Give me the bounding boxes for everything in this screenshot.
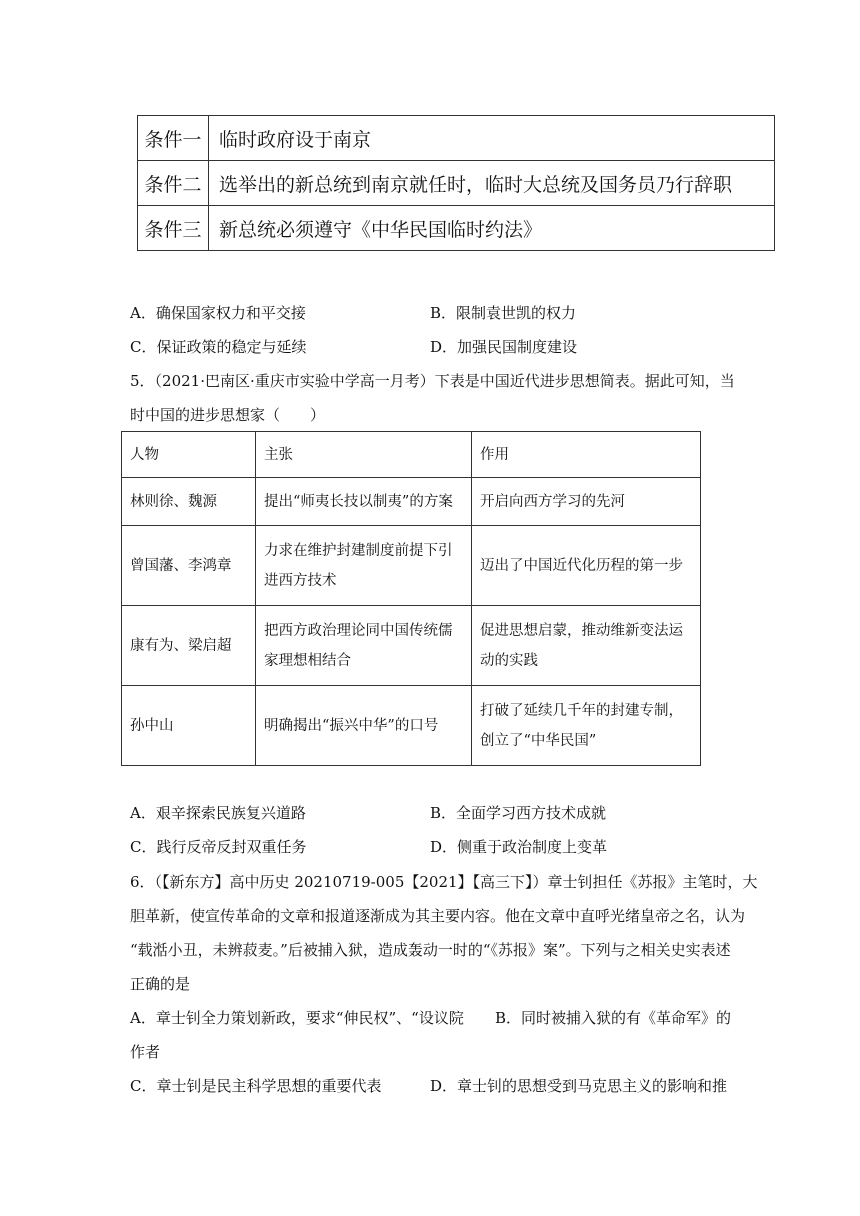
table-row <box>122 478 701 526</box>
table-row <box>122 526 701 606</box>
cell-claim <box>256 606 472 686</box>
table-row <box>138 116 775 161</box>
cell-person: 林则徐、魏源 <box>122 478 256 526</box>
cell-claim <box>256 478 472 526</box>
q6-stem-line: 胆革新，使宣传革命的文章和报道逐渐成为其主要内容。他在文章中直呼光绪皇帝之名，认为 <box>130 907 746 925</box>
q6-stem-line: 正确的是 <box>130 975 191 993</box>
table-row <box>122 686 701 766</box>
q6-option-c: C．章士钊是民主科学思想的重要代表 <box>130 1077 382 1095</box>
cell-effect-line: 促进思想启蒙，推动维新变法运 <box>480 622 683 639</box>
header-person: 人物 <box>122 432 256 478</box>
q6-option-b: B．同时被捕入狱的有《革命军》的 <box>495 1009 732 1027</box>
cell-claim-line: 家理想相结合 <box>264 652 351 669</box>
header-effect: 作用 <box>472 432 701 478</box>
cell-effect-line: 创立了“中华民国” <box>480 732 597 749</box>
cell-claim-line: 进西方技术 <box>264 572 337 589</box>
q6-option-d: D．章士钊的思想受到马克思主义的影响和推 <box>430 1077 728 1095</box>
q5-option-b: B．全面学习西方技术成就 <box>430 804 607 822</box>
cell-effect-line: 开启向西方学习的先河 <box>480 493 625 510</box>
table-header-row <box>122 432 701 478</box>
q5-stem-line1: 5．（2021·巴南区·重庆市实验中学高一月考）下表是中国近代进步思想简表。据此可知，当 <box>130 372 735 390</box>
table-row <box>138 161 775 206</box>
condition-label: 条件一 <box>138 116 209 161</box>
q6-stem-line: 6．（【新东方】高中历史 20210719-005【2021】【高三下】）章士钊担任《苏报》主笔时，大 <box>130 873 758 891</box>
condition-text: 临时政府设于南京 <box>209 116 775 161</box>
q6-option-a: A．章士钊全力策划新政，要求“伸民权”、“设议院 <box>130 1009 464 1027</box>
condition-text: 新总统必须遵守《中华民国临时约法》 <box>209 206 775 251</box>
condition-text: 选举出的新总统到南京就任时，临时大总统及国务员乃行辞职 <box>209 161 775 206</box>
cell-claim-line: 力求在维护封建制度前提下引 <box>264 542 453 559</box>
cell-claim-line: 明确揭出“振兴中华”的口号 <box>264 717 439 734</box>
cell-person: 康有为、梁启超 <box>122 606 256 686</box>
q4-option-c: C．保证政策的稳定与延续 <box>130 338 307 356</box>
cell-person: 曾国藩、李鸿章 <box>122 526 256 606</box>
cell-effect-line: 打破了延续几千年的封建专制， <box>480 702 683 719</box>
cell-effect <box>472 686 701 766</box>
q6-stem-line: “载湉小丑，未辨菽麦。”后被捕入狱，造成轰动一时的“《苏报》案”。下列与之相关史实表述 <box>130 941 731 959</box>
q4-option-b: B．限制袁世凯的权力 <box>430 304 577 322</box>
q5-option-d: D．侧重于政治制度上变革 <box>430 838 608 856</box>
table-row <box>138 206 775 251</box>
q4-option-a: A．确保国家权力和平交接 <box>130 304 306 322</box>
cell-person: 孙中山 <box>122 686 256 766</box>
q5-option-a: A．艰辛探索民族复兴道路 <box>130 804 306 822</box>
cell-effect <box>472 478 701 526</box>
cell-effect <box>472 606 701 686</box>
cell-effect-line: 动的实践 <box>480 652 538 669</box>
cell-effect-line: 迈出了中国近代化历程的第一步 <box>480 557 683 574</box>
q6-option-b-continued: 作者 <box>130 1043 161 1061</box>
cell-claim-line: 把西方政治理论同中国传统儒 <box>264 622 453 639</box>
q4-option-d: D．加强民国制度建设 <box>430 338 578 356</box>
cell-claim-line: 提出“师夷长技以制夷”的方案 <box>264 493 453 510</box>
header-claim: 主张 <box>256 432 472 478</box>
cell-claim <box>256 526 472 606</box>
table-row <box>122 606 701 686</box>
q5-stem-line2: 时中国的进步思想家（ ） <box>130 406 326 424</box>
thinkers-table <box>121 431 701 766</box>
q5-option-c: C．践行反帝反封双重任务 <box>130 838 307 856</box>
cell-claim <box>256 686 472 766</box>
conditions-table <box>137 115 775 251</box>
condition-label: 条件三 <box>138 206 209 251</box>
cell-effect <box>472 526 701 606</box>
condition-label: 条件二 <box>138 161 209 206</box>
